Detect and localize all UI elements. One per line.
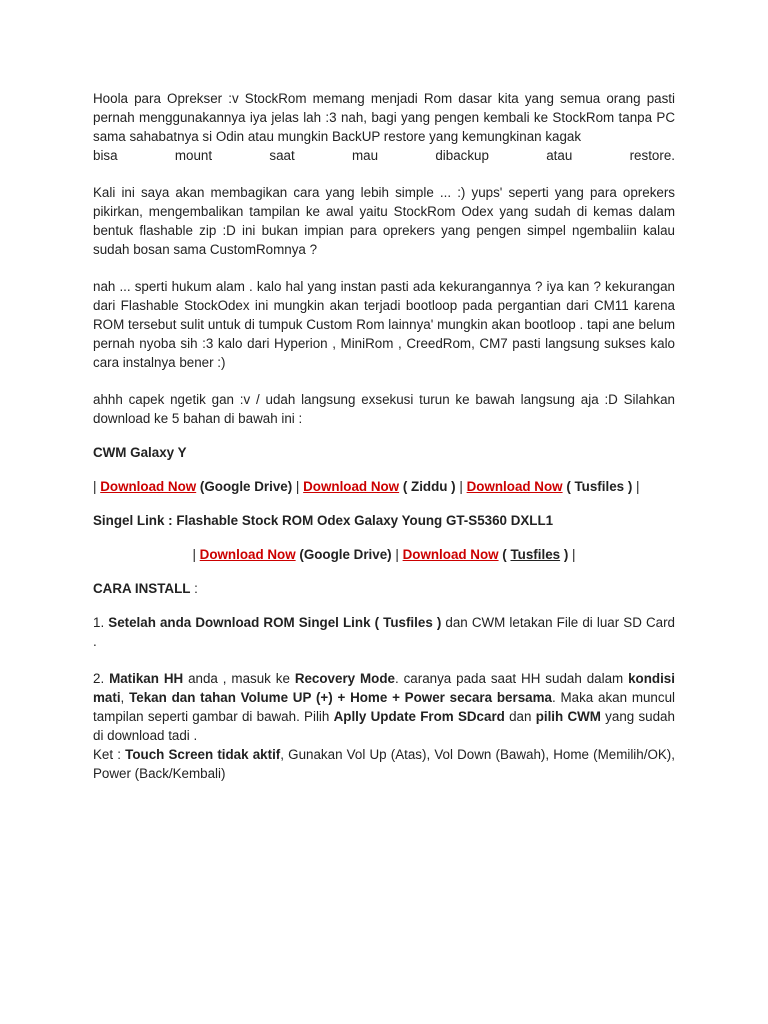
step2-bold-4: Tekan dan tahan Volume UP (+) + Home + Power secara bersama [129, 690, 552, 705]
install-step-1 [93, 613, 675, 651]
separator: | [636, 479, 640, 494]
intro-paragraph-1 [93, 89, 675, 146]
step2-bold-1: Matikan HH [109, 671, 184, 686]
note-bold-text: Touch Screen tidak aktif [125, 747, 281, 762]
rom-host-tusfiles: Tusfiles [510, 547, 561, 562]
intro-paragraph-4: ahhh capek ngetik gan :v / udah langsung exsekusi turun ke bawah langsung aja :D Silahkan download ke 5 bahan di bawah ini : [93, 392, 675, 426]
cwm-download-tusfiles-link[interactable]: Download Now [466, 479, 563, 494]
rom-host-tusfiles-close: ) [563, 547, 569, 562]
step2-bold-5: Aplly Update From SDcard [333, 709, 505, 724]
step2-bold-2: Recovery Mode [294, 671, 395, 686]
step1-text: dan CWM letakan File di luar SD Card . [93, 615, 675, 649]
document-body [93, 89, 675, 783]
cwm-host-google-drive: (Google Drive) [199, 479, 293, 494]
step2-text-4: . Maka akan muncul tampilan seperti gambar di bawah. Pilih [93, 690, 675, 724]
rom-download-tusfiles-link[interactable]: Download Now [402, 547, 499, 562]
step-number: 1. [93, 615, 105, 630]
intro-paragraph-3: nah ... sperti hukum alam . kalo hal yang instan pasti ada kekurangannya ? iya kan ? kekurangan dari Flashable StockOdex ini mungkin akan terjadi bootloop pada pergantian dari CM11 karena ROM tersebut sulit untuk di tumpuk Custom Rom lainnya' mungkin akan bootloop . tapi ane belum pernah nyoba sih :3 kalo dari Hyperion , MiniRom , CreedRom, CM7 pasti langsung sukses kalo cara instalnya bener :) [93, 279, 675, 370]
cwm-host-tusfiles: ( Tusfiles ) [566, 479, 633, 494]
intro-p1-text: Hoola para Oprekser :v StockRom memang menjadi Rom dasar kita yang semua orang pasti pernah menggunakannya iya jelas lah :3 nah, bagi yang pengen kembali ke StockRom tanpa PC sama sahabatnya si Odin atau mungkin BackUP restore yang kemungkinan kagak [93, 91, 675, 144]
step2-text-3: , [120, 690, 125, 705]
separator: | [572, 547, 576, 562]
step2-text-2: . caranya pada saat HH sudah dalam [394, 671, 624, 686]
install-note [93, 745, 675, 783]
step2-text-5: dan [509, 709, 532, 724]
rom-host-tusfiles-open: ( [502, 547, 507, 562]
separator: | [93, 479, 97, 494]
step1-bold-text: Setelah anda Download ROM Singel Link ( Tusfiles ) [108, 615, 442, 630]
cwm-download-ziddu-link[interactable]: Download Now [303, 479, 400, 494]
note-text: , Gunakan Vol Up (Atas), Vol Down (Bawah), Home (Memilih/OK), Power (Back/Kembali) [93, 747, 675, 781]
cwm-heading: CWM Galaxy Y [93, 445, 187, 460]
separator: | [295, 479, 300, 494]
step2-bold-3: kondisi mati [93, 671, 675, 705]
separator: | [459, 479, 463, 494]
step-number: 2. [93, 671, 105, 686]
install-heading-line [93, 579, 675, 598]
install-step-2 [93, 669, 675, 745]
step2-text-6: yang sudah di download tadi . [93, 709, 675, 743]
note-label: Ket : [93, 747, 121, 762]
rom-host-google-drive: (Google Drive) [299, 547, 392, 562]
separator: | [192, 547, 196, 562]
step2-bold-6: pilih CWM [535, 709, 601, 724]
single-link-heading: Singel Link : Flashable Stock ROM Odex Galaxy Young GT-S5360 DXLL1 [93, 513, 554, 528]
cwm-download-links [93, 477, 675, 496]
single-download-links [93, 545, 675, 564]
step2-text-1: anda , masuk ke [188, 671, 290, 686]
intro-paragraph-2: Kali ini saya akan membagikan cara yang lebih simple ... :) yups' seperti yang para oprekers pikirkan, mengembalikan tampilan ke awal yaitu StockRom Odex yang sudah di kemas dalam bentuk flashable zip :D ini bukan impian para oprekers yang pengen simpel ngembaliin kalau sudah bosan sama CustomRomnya ? [93, 185, 675, 257]
separator: | [395, 547, 399, 562]
rom-download-google-drive-link[interactable]: Download Now [199, 547, 296, 562]
install-heading-colon: : [190, 581, 198, 596]
intro-p1-last-text: bisa mount saat mau dibackup atau restore. [93, 148, 675, 163]
cwm-host-ziddu: ( Ziddu ) [402, 479, 456, 494]
intro-paragraph-1-last-line [93, 146, 675, 165]
cwm-download-google-drive-link[interactable]: Download Now [100, 479, 197, 494]
install-heading: CARA INSTALL [93, 581, 191, 596]
